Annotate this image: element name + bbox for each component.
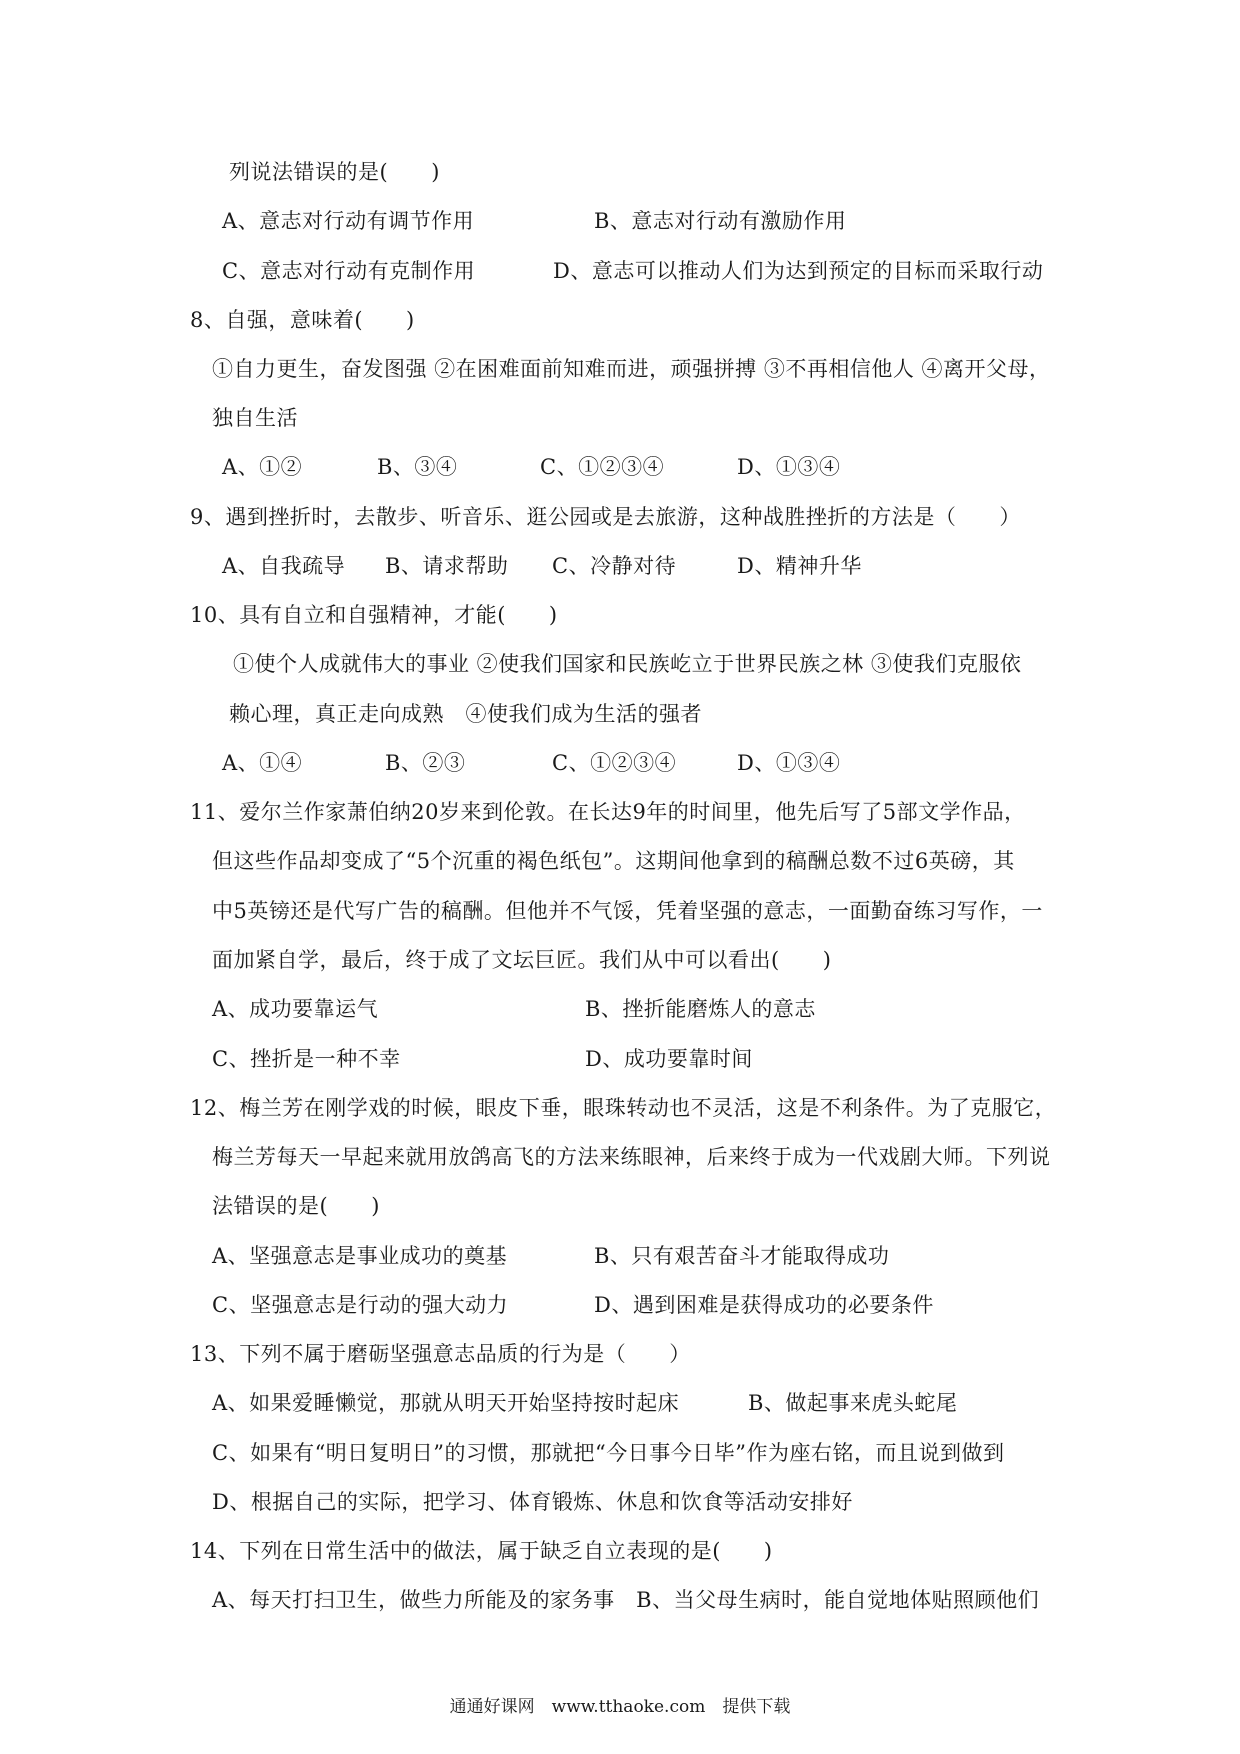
q12-option-c: C、坚强意志是行动的强大动力 xyxy=(212,1293,509,1317)
q12-option-d: D、遇到困难是获得成功的必要条件 xyxy=(594,1293,934,1317)
q8-option-b: B、③④ xyxy=(377,455,458,479)
q11-stem-line-3: 中5英镑还是代写广告的稿酬。但他并不气馁，凭着坚强的意志，一面勤奋练习写作，一 xyxy=(212,899,1043,923)
q9-option-c: C、冷静对待 xyxy=(552,554,677,578)
q8-option-d: D、①③④ xyxy=(737,455,841,479)
q9-option-d: D、精神升华 xyxy=(737,554,862,578)
q13-option-c: C、如果有“明日复明日”的习惯，那就把“今日事今日毕”作为座右铭，而且说到做到 xyxy=(212,1441,1005,1465)
q12-stem-line-1: 12、梅兰芳在刚学戏的时候，眼皮下垂，眼珠转动也不灵活，这是不利条件。为了克服它， xyxy=(190,1096,1057,1120)
q11-option-d: D、成功要靠时间 xyxy=(585,1047,753,1071)
q13-option-d: D、根据自己的实际，把学习、体育锻炼、休息和饮食等活动安排好 xyxy=(212,1490,853,1514)
q14-stem: 14、下列在日常生活中的做法，属于缺乏自立表现的是( ) xyxy=(190,1539,773,1563)
q7-stem-continuation: 列说法错误的是( ) xyxy=(229,160,440,184)
q7-option-b: B、意志对行动有激励作用 xyxy=(594,209,847,233)
q7-option-d: D、意志可以推动人们为达到预定的目标而采取行动 xyxy=(553,259,1044,283)
q13-option-b: B、做起事来虎头蛇尾 xyxy=(748,1391,958,1415)
q11-stem-line-1: 11、爱尔兰作家萧伯纳20岁来到伦敦。在长达9年的时间里，他先后写了5部文学作品， xyxy=(190,800,1026,824)
q9-option-a: A、自我疏导 xyxy=(222,554,346,578)
q10-option-b: B、②③ xyxy=(385,751,466,775)
q12-option-a: A、坚强意志是事业成功的奠基 xyxy=(212,1244,508,1268)
q11-stem-line-4: 面加紧自学，最后，终于成了文坛巨匠。我们从中可以看出( ) xyxy=(212,948,832,972)
q12-stem-line-3: 法错误的是( ) xyxy=(212,1194,380,1218)
q7-option-a: A、意志对行动有调节作用 xyxy=(222,209,475,233)
q8-option-a: A、①② xyxy=(222,455,303,479)
page-footer: 通通好课网 www.tthaoke.com 提供下载 xyxy=(449,1697,791,1717)
q10-stem: 10、具有自立和自强精神，才能( ) xyxy=(190,603,558,627)
q11-option-c: C、挫折是一种不幸 xyxy=(212,1047,401,1071)
q10-option-d: D、①③④ xyxy=(737,751,841,775)
q8-items-line-2: 独自生活 xyxy=(212,406,298,430)
q8-items-line-1: ①自力更生，奋发图强 ②在困难面前知难而进，顽强拼搏 ③不再相信他人 ④离开父母， xyxy=(212,357,1051,381)
q11-stem-line-2: 但这些作品却变成了“5个沉重的褐色纸包”。这期间他拿到的稿酬总数不过6英磅，其 xyxy=(212,849,1015,873)
q8-option-c: C、①②③④ xyxy=(540,455,665,479)
q9-option-b: B、请求帮助 xyxy=(385,554,509,578)
q7-option-c: C、意志对行动有克制作用 xyxy=(222,259,476,283)
q12-stem-line-2: 梅兰芳每天一早起来就用放鸽高飞的方法来练眼神，后来终于成为一代戏剧大师。下列说 xyxy=(212,1145,1051,1169)
q13-option-a: A、如果爱睡懒觉，那就从明天开始坚持按时起床 xyxy=(212,1391,680,1415)
q10-option-c: C、①②③④ xyxy=(552,751,677,775)
q10-items-line-2: 赖心理，真正走向成熟 ④使我们成为生活的强者 xyxy=(229,702,702,726)
q10-items-line-1: ①使个人成就伟大的事业 ②使我们国家和民族屹立于世界民族之林 ③使我们克服依 xyxy=(233,652,1022,676)
q11-option-a: A、成功要靠运气 xyxy=(212,997,379,1021)
q9-stem: 9、遇到挫折时，去散步、听音乐、逛公园或是去旅游，这种战胜挫折的方法是（ ） xyxy=(190,505,1021,529)
q12-option-b: B、只有艰苦奋斗才能取得成功 xyxy=(594,1244,890,1268)
q14-options-line: A、每天打扫卫生，做些力所能及的家务事 B、当父母生病时，能自觉地体贴照顾他们 xyxy=(212,1588,1040,1612)
q11-option-b: B、挫折能磨炼人的意志 xyxy=(585,997,816,1021)
q13-stem: 13、下列不属于磨砺坚强意志品质的行为是（ ） xyxy=(190,1342,691,1366)
q8-stem: 8、自强，意味着( ) xyxy=(190,308,415,332)
q10-option-a: A、①④ xyxy=(222,751,303,775)
